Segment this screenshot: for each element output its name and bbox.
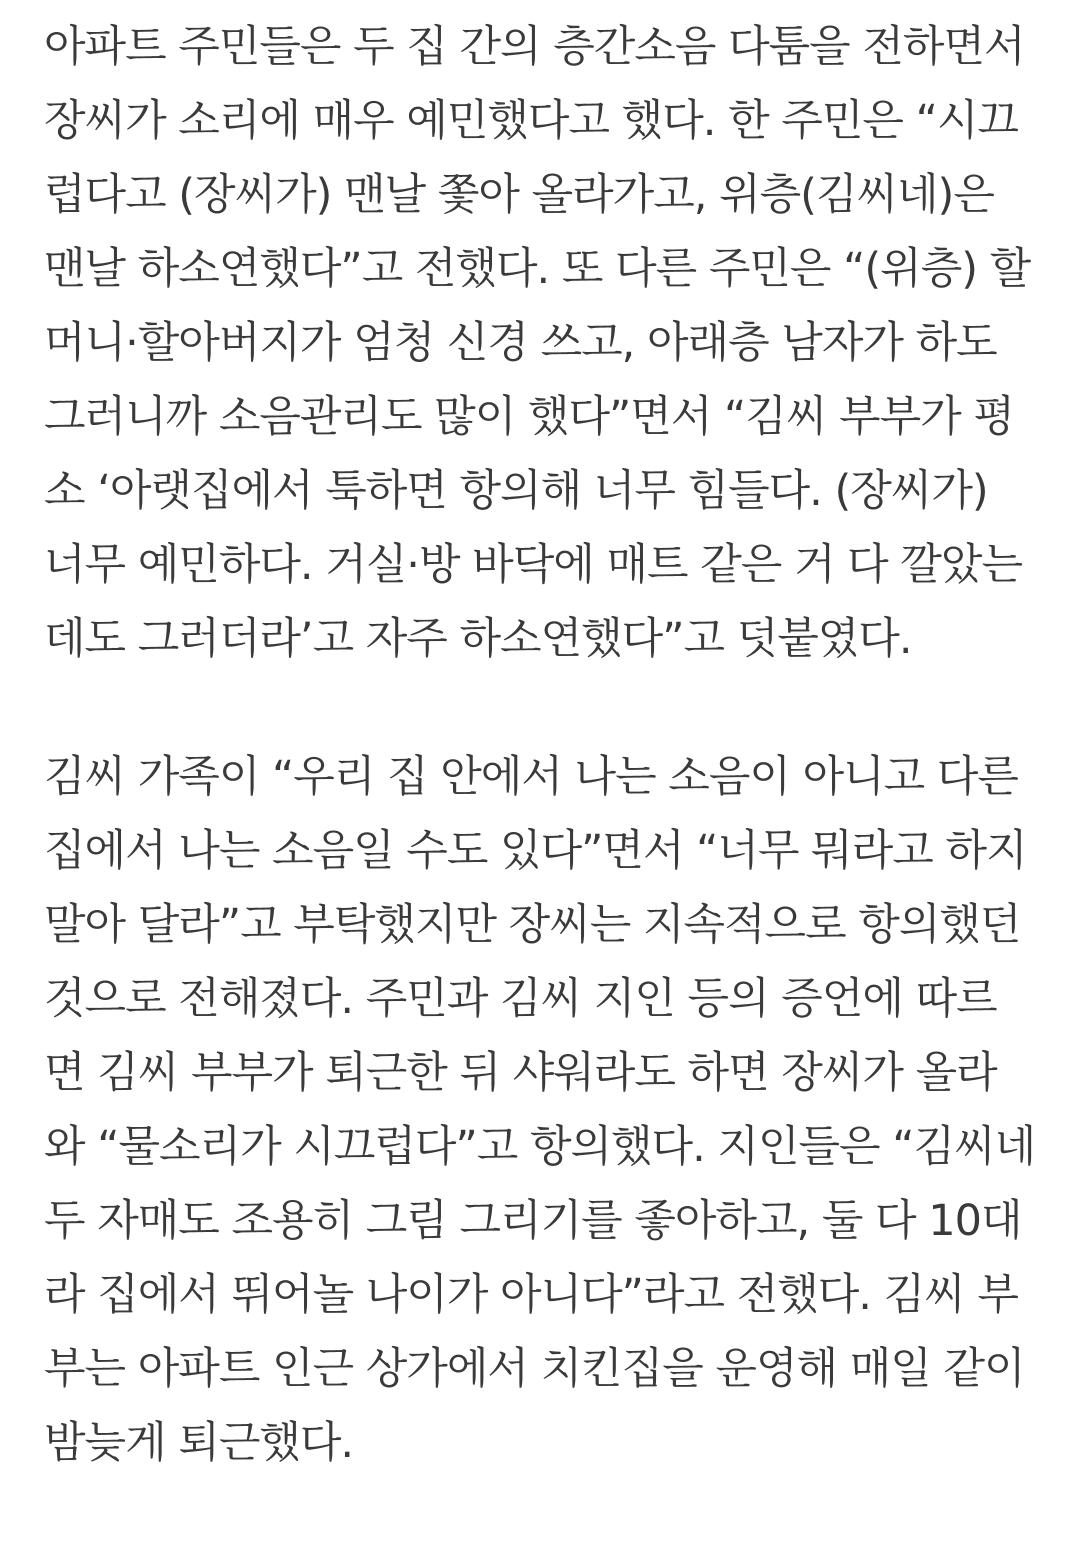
text-line: 소 ‘아랫집에서 툭하면 항의해 너무 힘들다. (장씨가) bbox=[44, 466, 988, 516]
paragraph-2 bbox=[44, 740, 1035, 1480]
text-line: 김씨 가족이 “우리 집 안에서 나는 소음이 아니고 다른 bbox=[44, 752, 1018, 802]
text-line: 것으로 전해졌다. 주민과 김씨 지인 등의 증언에 따르 bbox=[44, 974, 997, 1024]
text-line: 데도 그러더라’고 자주 하소연했다”고 덧붙였다. bbox=[44, 614, 912, 664]
text-line: 머니·할아버지가 엄청 신경 쓰고, 아래층 남자가 하도 bbox=[44, 318, 997, 368]
text-line: 밤늦게 퇴근했다. bbox=[44, 1418, 354, 1468]
text-line: 두 자매도 조용히 그림 그리기를 좋아하고, 둘 다 10대 bbox=[44, 1196, 1022, 1246]
text-line: 맨날 하소연했다”고 전했다. 또 다른 주민은 “(위층) 할 bbox=[44, 244, 1031, 294]
text-line: 너무 예민하다. 거실·방 바닥에 매트 같은 거 다 깔았는 bbox=[44, 540, 1022, 590]
text-line: 집에서 나는 소음일 수도 있다”면서 “너무 뭐라고 하지 bbox=[44, 826, 1027, 876]
text-line: 럽다고 (장씨가) 맨날 쫓아 올라가고, 위층(김씨네)은 bbox=[44, 170, 994, 220]
text-line: 말아 달라”고 부탁했지만 장씨는 지속적으로 항의했던 bbox=[44, 900, 1021, 950]
paragraph-1 bbox=[44, 10, 1030, 676]
text-line: 아파트 주민들은 두 집 간의 층간소음 다툼을 전하면서 bbox=[44, 22, 1025, 72]
text-line: 그러니까 소음관리도 많이 했다”면서 “김씨 부부가 평 bbox=[44, 392, 1014, 442]
text-line: 면 김씨 부부가 퇴근한 뒤 샤워라도 하면 장씨가 올라 bbox=[44, 1048, 997, 1098]
text-line: 와 “물소리가 시끄럽다”고 항의했다. 지인들은 “김씨네 bbox=[44, 1122, 1036, 1172]
text-line: 부는 아파트 인근 상가에서 치킨집을 운영해 매일 같이 bbox=[44, 1344, 1025, 1394]
text-line: 라 집에서 뛰어놀 나이가 아니다”라고 전했다. 김씨 부 bbox=[44, 1270, 1018, 1320]
text-line: 장씨가 소리에 매우 예민했다고 했다. 한 주민은 “시끄 bbox=[44, 96, 1018, 146]
